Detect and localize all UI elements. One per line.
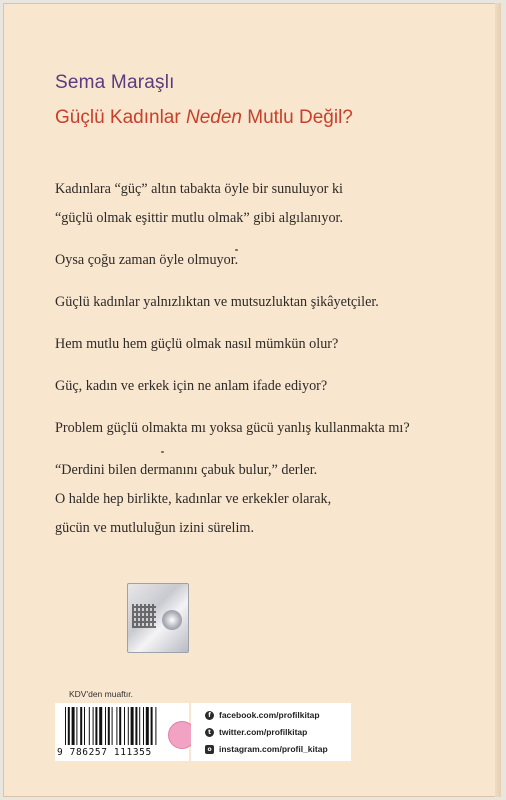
barcode-bar [95,707,97,745]
blurb-line: Güçlü kadınlar yalnızlıktan ve mutsuzluktan şikâyetçiler. [55,294,379,310]
barcode-bar [116,707,117,745]
print-speck [161,451,164,453]
barcode-bar [139,707,140,745]
barcode-bar [131,707,134,745]
barcode-bar [112,707,113,745]
blurb-line: Güç, kadın ve erkek için ne anlam ifade ediyor? [55,378,328,394]
hologram-icon [162,610,182,630]
blurb-line: Oysa çoğu zaman öyle olmuyor. [55,252,239,268]
facebook-link[interactable]: f facebook.com/profilkitap [205,708,320,722]
qr-code-icon [132,604,156,628]
barcode-bar [84,707,85,745]
barcode-bar [146,707,149,745]
barcode-bar [65,707,66,745]
barcode-bar [72,707,75,745]
barcode-bar [135,707,137,745]
blurb [55,175,475,543]
blurb-line: “Derdini bilen dermanını çabuk bulur,” derler. [55,462,318,478]
title-part-2: Mutlu Değil? [247,107,353,128]
blurb-line: “güçlü olmak eşittir mutlu olmak” gibi algılanıyor. [55,210,344,226]
cover-edge [495,3,501,797]
barcode-bar [155,707,156,745]
barcode-bars [63,707,181,745]
print-speck [235,249,238,251]
blurb-line: Kadınlara “güç” altın tabakta öyle bir sunuluyor ki [55,181,343,197]
barcode-bar [89,707,90,745]
tax-exempt-note: KDV'den muaftır. [69,689,133,699]
title-italic-word: Neden [185,107,242,128]
book-title [55,107,353,129]
blurb-line: O halde hep birlikte, kadınlar ve erkekler olarak, [55,491,332,507]
barcode-bar [143,707,144,745]
barcode-bar [80,707,82,745]
book-back-cover [3,3,501,797]
title-part-1: Güçlü Kadınlar [55,107,181,128]
instagram-link[interactable]: o instagram.com/profil_kitap [205,742,328,756]
blurb-line: Hem mutlu hem güçlü olmak nasıl mümkün olur? [55,336,339,352]
barcode-bar [93,707,94,745]
barcode-bar [105,707,106,745]
barcode-bar [128,707,129,745]
blurb-line: gücün ve mutluluğun izini sürelim. [55,520,254,536]
twitter-icon: t [205,728,214,737]
instagram-icon: o [205,745,214,754]
barcode-bar [68,707,70,745]
hologram-sticker [127,583,189,653]
barcode-bar [151,707,153,745]
barcode-bar [119,707,121,745]
social-links [191,703,351,761]
facebook-icon: f [205,711,214,720]
twitter-link[interactable]: t twitter.com/profilkitap [205,725,307,739]
author-name: Sema Maraşlı [55,72,175,93]
barcode-bar [108,707,110,745]
isbn-number: 9 786257 111355 [57,747,152,758]
barcode-bar [124,707,125,745]
blurb-line: Problem güçlü olmakta mı yoksa gücü yanlış kullanmakta mı? [55,420,410,436]
barcode-bar [76,707,77,745]
barcode-bar [99,707,102,745]
